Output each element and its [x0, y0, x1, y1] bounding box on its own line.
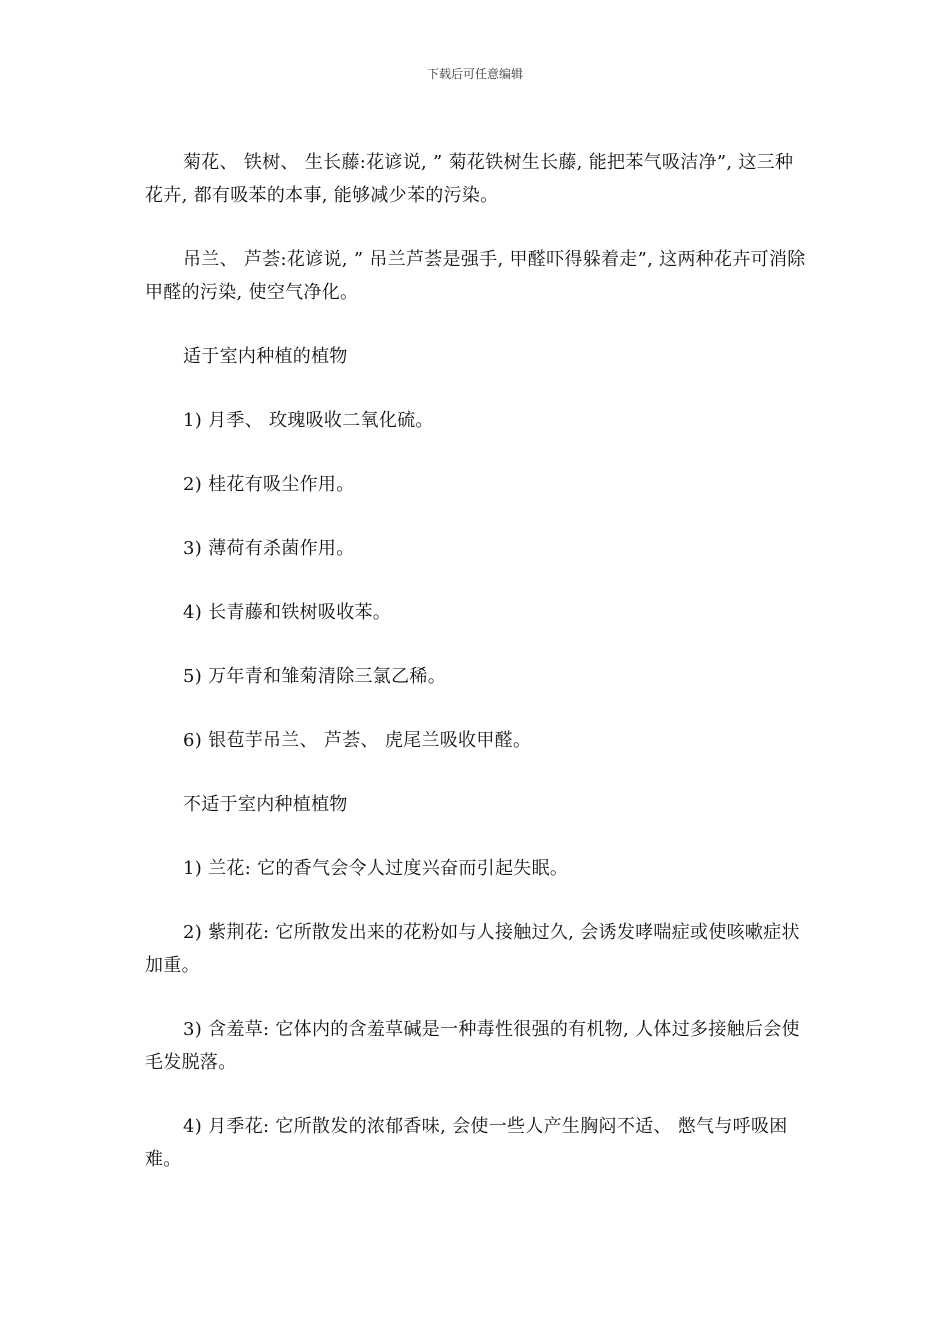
- list-item-suitable-2: 2) 桂花有吸尘作用。: [183, 474, 355, 495]
- list-item-suitable-4: 4) 长青藤和铁树吸收苯。: [183, 602, 392, 623]
- section-heading-suitable-plants: 适于室内种植的植物: [183, 346, 348, 367]
- list-item-unsuitable-1: 1) 兰花: 它的香气会令人过度兴奋而引起失眠。: [183, 858, 569, 879]
- list-item-unsuitable-4: 4) 月季花: 它所散发的浓郁香味, 会使一些人产生胸闷不适、 憋气与呼吸困难。: [145, 1116, 788, 1170]
- section-heading-unsuitable-plants: 不适于室内种植植物: [183, 794, 348, 815]
- paragraph-benzene-plants: 菊花、 铁树、 生长藤:花谚说, ” 菊花铁树生长藤, 能把苯气吸洁净”, 这三种花卉, 都有吸苯的本事, 能够减少苯的污染。: [145, 152, 794, 206]
- page-header: 下载后可任意编辑: [426, 67, 523, 81]
- list-item-suitable-1: 1) 月季、 玫瑰吸收二氧化硫。: [183, 410, 434, 431]
- document-body: [145, 146, 811, 1207]
- list-item-suitable-5: 5) 万年青和雏菊清除三氯乙稀。: [183, 666, 446, 687]
- list-item-unsuitable-3: 3) 含羞草: 它体内的含羞草碱是一种毒性很强的有机物, 人体过多接触后会使毛发脱落。: [145, 1019, 800, 1073]
- paragraph-formaldehyde-plants: 吊兰、 芦荟:花谚说, ” 吊兰芦荟是强手, 甲醛吓得躲着走”, 这两种花卉可消除甲醛的污染, 使空气净化。: [145, 249, 806, 303]
- list-item-suitable-3: 3) 薄荷有杀菌作用。: [183, 538, 355, 559]
- list-item-unsuitable-2: 2) 紫荆花: 它所散发出来的花粉如与人接触过久, 会诱发哮喘症或使咳嗽症状加重。: [145, 922, 800, 976]
- list-item-suitable-6: 6) 银苞芋吊兰、 芦荟、 虎尾兰吸收甲醛。: [183, 730, 532, 751]
